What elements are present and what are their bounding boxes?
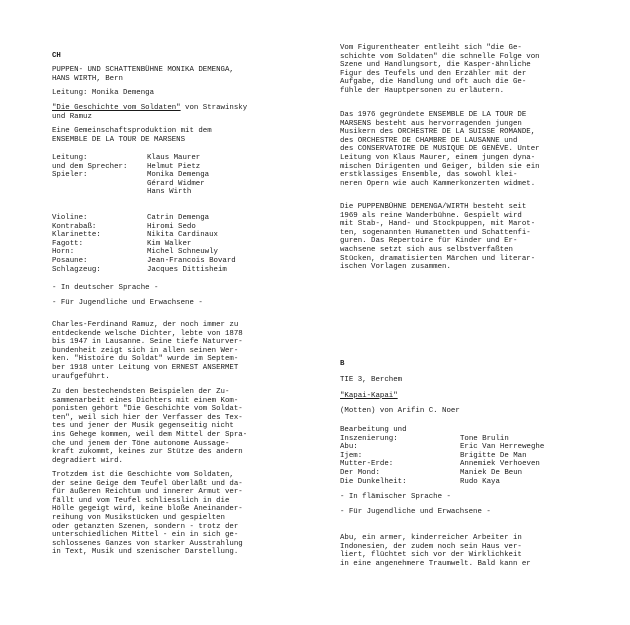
text-line: oder getanzten Szenen, sondern - trotz der xyxy=(52,522,239,531)
text-line: guren. Das Repertoire für Kinder und Er- xyxy=(340,237,518,246)
cast-row xyxy=(340,460,602,469)
cast-name: Helmut Pietz xyxy=(147,162,201,171)
cast-name: Catrin Demenga xyxy=(147,214,210,222)
text-line: ten", weil sich hier der Verfasser des Tex- xyxy=(52,413,243,422)
cast-name: Tone Brulin xyxy=(460,434,509,443)
text-line: schlossenes Ganzes von starker Ausstrahlung xyxy=(52,539,243,548)
cast-role: Der Mond: xyxy=(340,468,380,477)
cast-row xyxy=(52,231,314,240)
paragraph-abu xyxy=(340,534,531,568)
text-line: Vom Figurentheater entleiht sich "die Ge- xyxy=(340,44,522,52)
text-line: ins Gehege kommen, weil dem Mittel der Spra- xyxy=(52,430,248,439)
cast-header: Bearbeitung und xyxy=(340,426,407,434)
text-line: mischen Dirigenten und Geiger, bilden sie ein xyxy=(340,162,540,171)
paragraph-ramuz xyxy=(52,321,243,381)
cast-role: Mutter-Erde: xyxy=(340,460,394,469)
cast-role: Kontrabaß: xyxy=(52,222,97,231)
title-underlined: "Die Geschichte vom Soldaten" xyxy=(52,104,181,112)
text-line: MARSENS besteht aus hervorragenden jungen xyxy=(340,119,522,128)
audience-note-b: - Für Jugendliche und Erwachsene - xyxy=(340,508,491,516)
text-line: Stücken, dramatisierten Märchen und literar- xyxy=(340,254,536,263)
cast-name: Michel Schneuwly xyxy=(147,248,218,257)
text-line: ber 1918 unter Leitung von ERNEST ANSERMET xyxy=(52,363,239,372)
text-line: unterschiedlichen Mittel - ein in sich ge- xyxy=(52,531,239,540)
text-line: bis 1947 in Lausanne. Seine tiefe Naturver- xyxy=(52,338,243,347)
cast-row xyxy=(52,266,314,275)
company-name-line-2: HANS WIRTH, Bern xyxy=(52,74,123,83)
text-line: liert, flüchtet sich vor der Wirklichkeit xyxy=(340,551,522,560)
cast-row xyxy=(52,257,314,266)
cast-list-1 xyxy=(52,154,314,197)
cast-role: Schlagzeug: xyxy=(52,265,101,274)
cast-row xyxy=(52,180,314,189)
text-line: fällt und vom Teufel schliesslich in die xyxy=(52,496,230,505)
text-line: Trotzdem ist die Geschichte vom Soldaten, xyxy=(52,471,234,479)
coproduction-line-1: Eine Gemeinschaftsproduktion mit dem xyxy=(52,127,212,135)
language-note: - In deutscher Sprache - xyxy=(52,284,159,292)
company-leitung: Leitung: Monika Demenga xyxy=(52,89,155,97)
cast-role: und dem Sprecher: xyxy=(52,162,128,171)
cast-list-kapai xyxy=(340,435,602,487)
cast-role: Spieler: xyxy=(52,171,88,180)
text-line: ken. "Histoire du Soldat" wurde im Septem- xyxy=(52,355,239,364)
cast-row xyxy=(52,223,314,232)
text-line: für äußeren Reichtum und innerer Armut ver- xyxy=(52,488,243,497)
text-line: mit Stab-, Hand- und Stockpuppen, mit Marot- xyxy=(340,220,536,229)
text-line: ten, sogenannten Humanetten und Schattenfi- xyxy=(340,228,531,237)
text-line: ponisten gehört "Die Geschichte vom Soldat- xyxy=(52,405,243,414)
production-title-kapai: "Kapai-Kapai" xyxy=(340,392,398,400)
cast-role: Die Dunkelheit: xyxy=(340,477,407,486)
text-line: kraft zukommt, keines zur Stütze des andern xyxy=(52,448,243,457)
cast-role: Fagott: xyxy=(52,239,84,248)
text-line: Abu, ein armer, kinderreicher Arbeiter in xyxy=(340,534,522,542)
cast-row xyxy=(52,188,314,197)
cast-role: Inszenierung: xyxy=(340,434,398,443)
text-line: Leitung von Klaus Maurer, einem jungen dyna- xyxy=(340,153,536,162)
text-line: Aufgabe, die Handlung und oft auch die Ge- xyxy=(340,78,527,87)
text-line: wachsene setzt sich aus selbstverfaßten xyxy=(340,245,513,254)
paragraph-puppenbuehne xyxy=(340,203,535,272)
text-line: schichte vom Soldaten" die schnelle Folge von xyxy=(340,52,540,61)
text-line: in eine angenehmere Traumwelt. Bald kann er xyxy=(340,559,531,568)
title-rest: von Strawinsky xyxy=(180,104,248,112)
text-line: entdeckende welsche Dichter, lebte von 1878 xyxy=(52,329,243,338)
text-line: des ORCHESTRE DE CHAMBRE DE LAUSANNE und xyxy=(340,136,518,145)
audience-note: - Für Jugendliche und Erwachsene - xyxy=(52,299,203,307)
text-line: sammenarbeit eines Dichters mit einem Kom- xyxy=(52,396,239,405)
text-line: Musikern des ORCHESTRE DE LA SUISSE ROMANDE, xyxy=(340,128,536,137)
cast-row xyxy=(340,478,602,487)
cast-name: Nikita Cardinaux xyxy=(147,231,218,240)
text-line: bundenheit zeigt sich in allen seinen Wer- xyxy=(52,346,239,355)
text-line: in Text, Musik und szenischer Darstellung. xyxy=(52,548,239,557)
text-line: reihung von Musikstücken und gespielten xyxy=(52,513,225,522)
text-line: uraufgeführt. xyxy=(52,372,110,381)
production-title xyxy=(52,104,247,113)
country-code-ch: CH xyxy=(52,52,61,60)
cast-row xyxy=(340,452,602,461)
paragraph-story xyxy=(52,471,243,557)
cast-name: Kim Walker xyxy=(147,239,192,248)
cast-row xyxy=(52,163,314,172)
text-line: tes und jener der Musik gegenseitig nicht xyxy=(52,422,234,431)
cast-role: Posaune: xyxy=(52,256,88,265)
cast-row xyxy=(340,469,602,478)
cast-name: Rudo Kaya xyxy=(460,477,500,486)
cast-row xyxy=(340,443,602,452)
production-subtitle: (Motten) von Arifin C. Noer xyxy=(340,407,460,415)
cast-row xyxy=(340,435,602,444)
coproduction-line-2: ENSEMBLE DE LA TOUR DE MARSENS xyxy=(52,135,186,144)
cast-name: Monika Demenga xyxy=(147,171,210,180)
cast-row xyxy=(52,240,314,249)
cast-role: Violine: xyxy=(52,214,88,222)
text-line: Das 1976 gegründete ENSEMBLE DE LA TOUR DE xyxy=(340,111,527,119)
text-line: Zu den bestechendsten Beispielen der Zu- xyxy=(52,388,230,396)
cast-role: Abu: xyxy=(340,443,358,452)
text-line: Charles-Ferdinand Ramuz, der noch immer zu xyxy=(52,321,239,329)
cast-name: Klaus Maurer xyxy=(147,154,201,162)
cast-row xyxy=(52,214,314,223)
paragraph-collaboration xyxy=(52,388,247,465)
text-line: Hölle gegeigt wird, keine bloße Aneinander- xyxy=(52,505,243,514)
text-line: erstklassiges Ensemble, das sowohl klei- xyxy=(340,171,518,180)
cast-name: Eric Van Herreweghe xyxy=(460,443,545,452)
cast-name: Gérard Widmer xyxy=(147,179,205,188)
cast-role: Leitung: xyxy=(52,154,88,162)
language-note-flemish: - In flämischer Sprache - xyxy=(340,493,451,501)
text-line: neren Opern wie auch Kammerkonzerten widmet. xyxy=(340,179,536,188)
text-line: der seine Geige dem Teufel überläßt und da- xyxy=(52,479,243,488)
company-name-line-1: PUPPEN- UND SCHATTENBÜHNE MONIKA DEMENGA, xyxy=(52,66,234,74)
cast-name: Annemiek Verhoeven xyxy=(460,460,540,469)
text-line: 1969 als reine Wanderbühne. Gespielt wird xyxy=(340,211,522,220)
country-code-b: B xyxy=(340,360,345,368)
cast-row xyxy=(52,154,314,163)
cast-name: Hans Wirth xyxy=(147,188,192,197)
paragraph-figurentheater xyxy=(340,44,540,96)
text-line: Figur des Teufels und den Erzähler mit der xyxy=(340,69,527,78)
cast-name: Hiromi Sedo xyxy=(147,222,196,231)
cast-role: Ijem: xyxy=(340,451,363,460)
text-line: des CONSERVATOIRE DE MUSIQUE DE GENÈVE. Unter xyxy=(340,145,540,154)
text-line: Die PUPPENBÜHNE DEMENGA/WIRTH besteht seit xyxy=(340,203,527,211)
production-title-line-2: und Ramuz xyxy=(52,112,92,121)
text-line: Indonesien, der zudem noch sein Haus ver- xyxy=(340,542,522,551)
cast-row xyxy=(52,171,314,180)
text-line: Szene und Handlungsort, die Kasper-ähnliche xyxy=(340,61,531,70)
company-tie3: TIE 3, Berchem xyxy=(340,376,403,384)
text-line: degradiert wird. xyxy=(52,456,123,465)
cast-row xyxy=(52,248,314,257)
text-line: che und jenem der Töne autonome Aussage- xyxy=(52,439,230,448)
cast-role: Klarinette: xyxy=(52,231,101,240)
cast-role: Horn: xyxy=(52,248,75,257)
cast-name: Jacques Dittisheim xyxy=(147,265,227,274)
cast-name: Jean-Francois Bovard xyxy=(147,256,236,265)
text-line: ischen Vorlagen zusammen. xyxy=(340,263,451,272)
cast-name: Maniek De Beun xyxy=(460,468,523,477)
cast-name: Brigitte De Man xyxy=(460,451,527,460)
cast-list-2 xyxy=(52,214,314,274)
paragraph-ensemble xyxy=(340,111,540,188)
text-line: fühle der Hauptpersonen zu erläutern. xyxy=(340,86,505,95)
